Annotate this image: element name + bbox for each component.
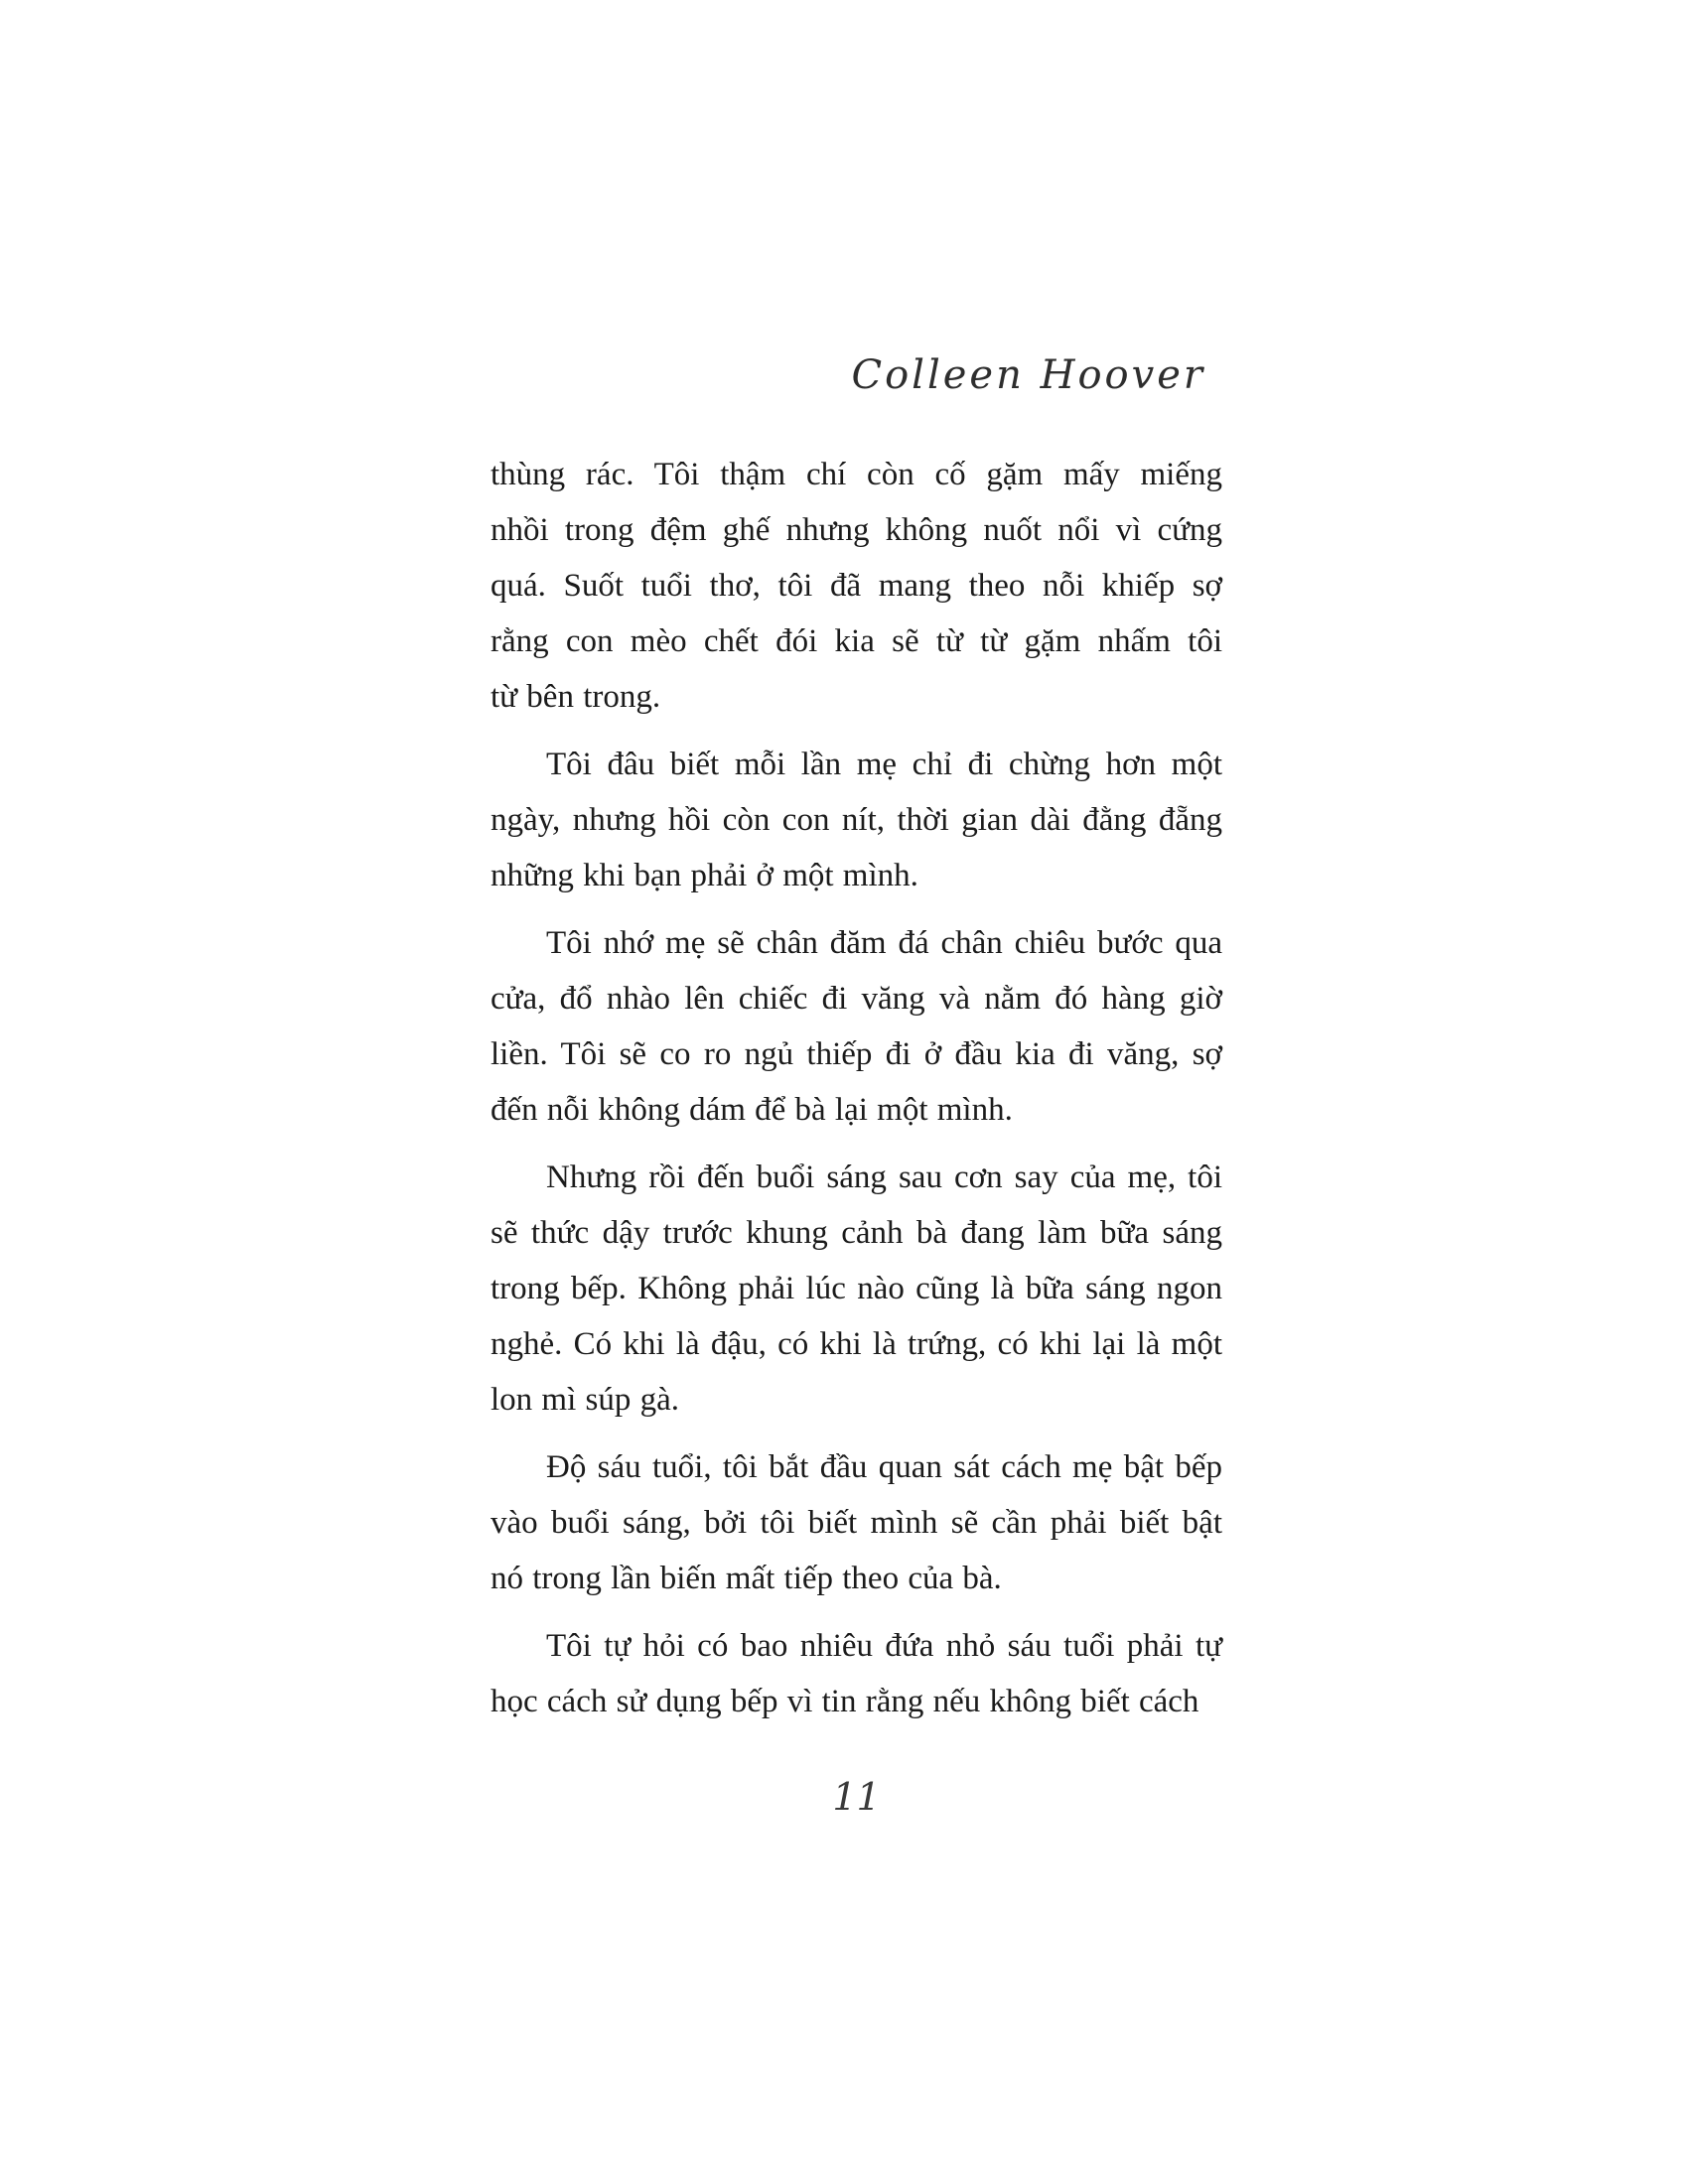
text-line: lon mì súp gà.	[491, 1382, 679, 1418]
text-line: trong bếp. Không phải lúc nào cũng là bữa sáng ngon	[491, 1271, 1222, 1306]
body-text	[491, 447, 1222, 1729]
text-line: rằng con mèo chết đói kia sẽ từ từ gặm nhấm tôi	[491, 623, 1222, 659]
text-line: Tôi đâu biết mỗi lần mẹ chỉ đi chừng hơn một	[546, 747, 1222, 782]
paragraph	[491, 447, 1222, 725]
text-line: liền. Tôi sẽ co ro ngủ thiếp đi ở đầu kia đi văng, sợ	[491, 1036, 1222, 1072]
text-line: Tôi nhớ mẹ sẽ chân đăm đá chân chiêu bước qua	[546, 925, 1222, 961]
page-number: 11	[832, 1775, 881, 1819]
paragraph	[491, 1150, 1222, 1428]
text-line: sẽ thức dậy trước khung cảnh bà đang làm bữa sáng	[491, 1215, 1222, 1251]
text-line: ngày, nhưng hồi còn con nít, thời gian dài đằng đẵng	[491, 802, 1222, 838]
text-line: từ bên trong.	[491, 679, 661, 715]
text-line: nhồi trong đệm ghế nhưng không nuốt nổi vì cứng	[491, 512, 1222, 548]
text-line: cửa, đổ nhào lên chiếc đi văng và nằm đó hàng giờ	[491, 981, 1222, 1017]
text-line: những khi bạn phải ở một mình.	[491, 858, 918, 893]
paragraph	[491, 1439, 1222, 1606]
paragraph	[491, 737, 1222, 903]
text-line: đến nỗi không dám để bà lại một mình.	[491, 1092, 1013, 1128]
text-line: thùng rác. Tôi thậm chí còn cố gặm mấy miếng	[491, 457, 1222, 492]
paragraph	[491, 1618, 1222, 1729]
text-line: Nhưng rồi đến buổi sáng sau cơn say của mẹ, tôi	[546, 1160, 1222, 1195]
paragraph	[491, 915, 1222, 1138]
text-line: Tôi tự hỏi có bao nhiêu đứa nhỏ sáu tuổi phải tự	[546, 1628, 1222, 1664]
text-line: quá. Suốt tuổi thơ, tôi đã mang theo nỗi khiếp sợ	[491, 568, 1222, 604]
text-line: vào buổi sáng, bởi tôi biết mình sẽ cần phải biết bật	[491, 1505, 1222, 1541]
text-line: nghẻ. Có khi là đậu, có khi là trứng, có khi lại là một	[491, 1326, 1222, 1362]
running-header-author: Colleen Hoover	[851, 352, 1205, 398]
text-line: học cách sử dụng bếp vì tin rằng nếu không biết cách	[491, 1684, 1199, 1719]
text-line: nó trong lần biến mất tiếp theo của bà.	[491, 1561, 1002, 1596]
text-line: Độ sáu tuổi, tôi bắt đầu quan sát cách mẹ bật bếp	[546, 1449, 1222, 1485]
